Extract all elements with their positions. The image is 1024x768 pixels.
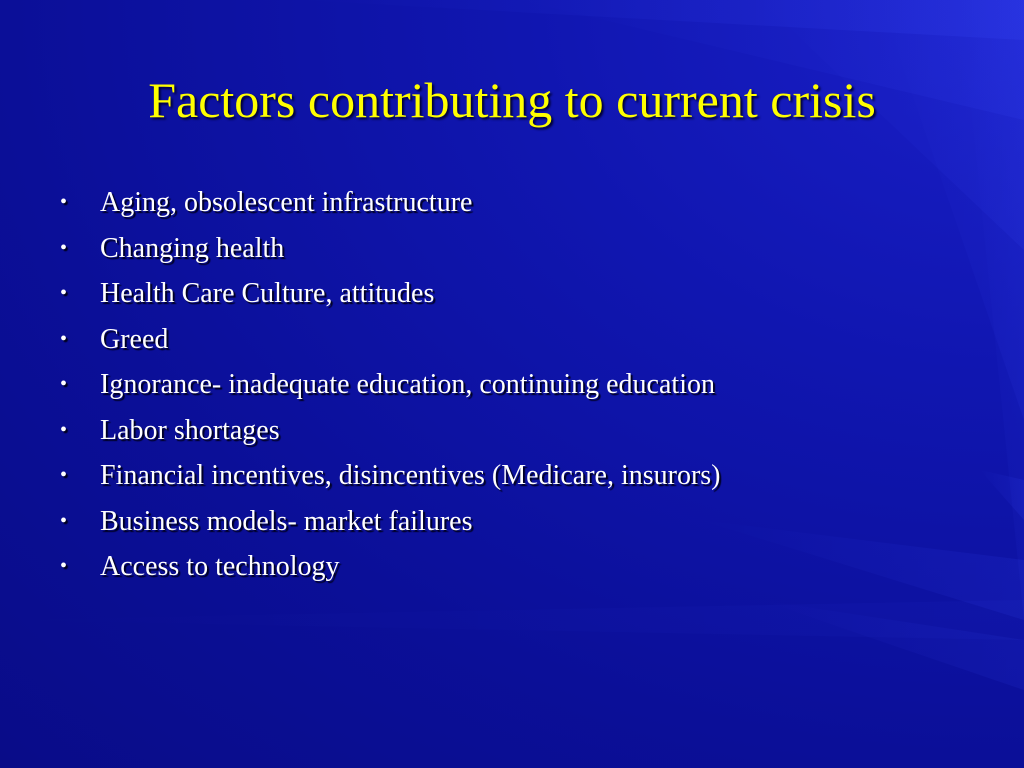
- list-item-text: Business models- market failures: [100, 505, 473, 537]
- list-item: [60, 544, 990, 590]
- bullet-icon: •: [60, 327, 68, 350]
- list-item-text: Health Care Culture, attitudes: [100, 278, 435, 309]
- list-item-text: Access to technology: [100, 551, 340, 582]
- bullet-icon: •: [60, 236, 68, 259]
- list-item-text: Changing health: [100, 232, 285, 264]
- list-item-text: Aging, obsolescent infrastructure: [100, 187, 473, 218]
- list-item: [60, 499, 990, 545]
- list-item: [60, 453, 990, 499]
- bullet-list: [60, 180, 990, 590]
- list-item: [60, 317, 990, 363]
- list-item-text: Greed: [100, 323, 169, 355]
- list-item: [60, 226, 990, 272]
- list-item: [60, 271, 990, 317]
- list-item-text: Labor shortages: [100, 414, 280, 446]
- bullet-icon: •: [60, 464, 68, 486]
- list-item: [60, 408, 990, 454]
- bullet-icon: •: [60, 282, 68, 304]
- bullet-icon: •: [60, 555, 68, 577]
- bullet-icon: •: [60, 418, 68, 441]
- bullet-icon: •: [60, 509, 68, 532]
- list-item-text: Financial incentives, disincentives (Medicare, insurors): [100, 460, 721, 491]
- list-item-text: Ignorance- inadequate education, continuing education: [100, 369, 715, 400]
- list-item: [60, 362, 990, 408]
- bullet-icon: •: [60, 191, 68, 213]
- bullet-icon: •: [60, 373, 68, 395]
- list-item: [60, 180, 990, 226]
- slide-title: Factors contributing to current crisis: [148, 72, 876, 128]
